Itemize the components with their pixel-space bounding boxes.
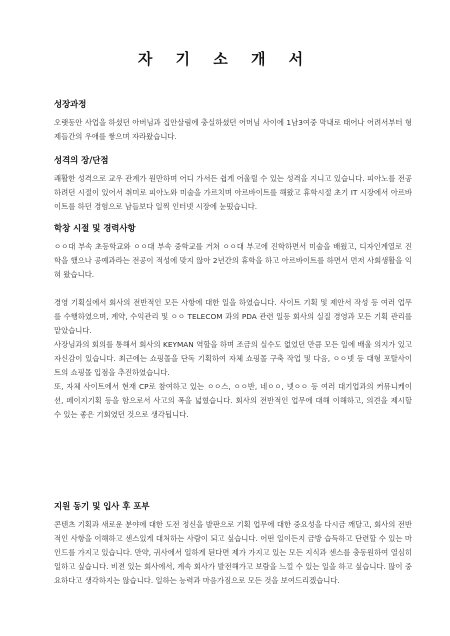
section-paragraph: 콘텐츠 기획과 새로운 분야에 대한 도전 정신을 발판으로 기획 업무에 대한 중요성을 다시금 깨달고, 회사의 전반적인 사항을 이해하고 센스있게 대처하는 사람이 되고 싶습니다. 어떤 일이든지 금방 습득하고 단련할 수 있는 마인드를 가지고 있습니다. 만약, 귀사에서 일하게 된다면 제가 가지고 있는 모든 지식과 센스를 충동원하여 열심히 일하고 싶습니다. 비젼 있는 회사에서, 계속 회사가 발전해가고 보람을 느낄 수 있는 일을 하고 싶습니다. 많이 중요하다고 생각하지는 않습니다. 일하는 능력과 마음가짐으로 모든 것을 보여드리겠습니다. [54,520,412,585]
section-growth [54,98,412,154]
section-paragraph: 쾌활한 성격으로 교우 관계가 원만하며 어디 가서든 쉽게 어울릴 수 있는 성격을 지니고 있습니다. 피아노를 전공하려던 시절이 있어서 취미로 피아노와 미술을 가르치며 아르바이트를 해왔고 휴학시절 초기 IT 시장에서 아르바이트를 하던 경험으로 남들보다 일찍 인터넷 시장에 눈떴습니다. [54,174,412,211]
section-paragraph: ㅇㅇ대 부속 초등학교와 ㅇㅇ대 부속 중학교를 거쳐 ㅇㅇ대 부고에 진학하면서 미술을 배웠고, 디자인계열로 진학을 했으나 공예과라는 전공이 적성에 맞지 않아 2년간의 휴학을 하고 아르바이트를 하면서 먼저 사회생활을 익혀 왔습니다. [54,242,412,279]
document-title: 자 기 소 개 서 [137,50,313,68]
section-paragraph: 오랫동안 사업을 하셨던 아버님과 집안살림에 충실하셨던 어머님 사이에 1남3여중 막내로 태어나 어려서부터 형제들간의 우애를 쌓으며 자라왔습니다. [54,118,412,141]
section-heading: 성장과정 [54,99,87,109]
section-heading: 학창 시절 및 경력사항 [54,223,136,233]
section-heading: 성격의 장/단점 [54,155,109,165]
section-education-career [54,222,412,422]
section-motivation [54,500,412,598]
section-paragraph: 또, 자체 사이트에서 현재 CP로 참여하고 있는 ㅇㅇ스, ㅇㅇ반, 네ㅇㅇ, 넷ㅇㅇ 등 여러 대기업과의 커뮤니케이션, 페이지기획 등을 함으로서 사고의 폭을 넓혔습니다. 회사의 전반적인 업무에 대해 이해하고, 의견을 제시할 수 있는 좋은 기회였던 것으로 생각됩니다. [54,382,412,419]
section-paragraph: 사장님과의 회의를 통해서 회사의 KEYMAN 역할을 하며 조금의 실수도 없었던 만큼 모든 일에 배울 의지가 있고 자신감이 있습니다. 최근에는 쇼핑몰을 단독 기획하여 자체 쇼핑몰 구축 작업 및 다음, ㅇㅇ넷 등 대형 포탈사이트의 쇼핑몰 입점을 추진하였습니다. [54,340,412,377]
section-personality [54,154,412,224]
section-paragraph: 경영 기획실에서 회사의 전반적인 모든 사항에 대한 일을 하였습니다. 사이트 기획 및 제안서 작성 등 여러 업무를 수행하였으며, 계약, 수익관리 및 ㅇㅇ TELECOM 과의 PDA 관련 일등 회사의 실질 경영과 모든 기획 관리를 맡았습니다. [54,298,412,335]
section-heading: 지원 동기 및 입사 후 포부 [54,501,150,511]
